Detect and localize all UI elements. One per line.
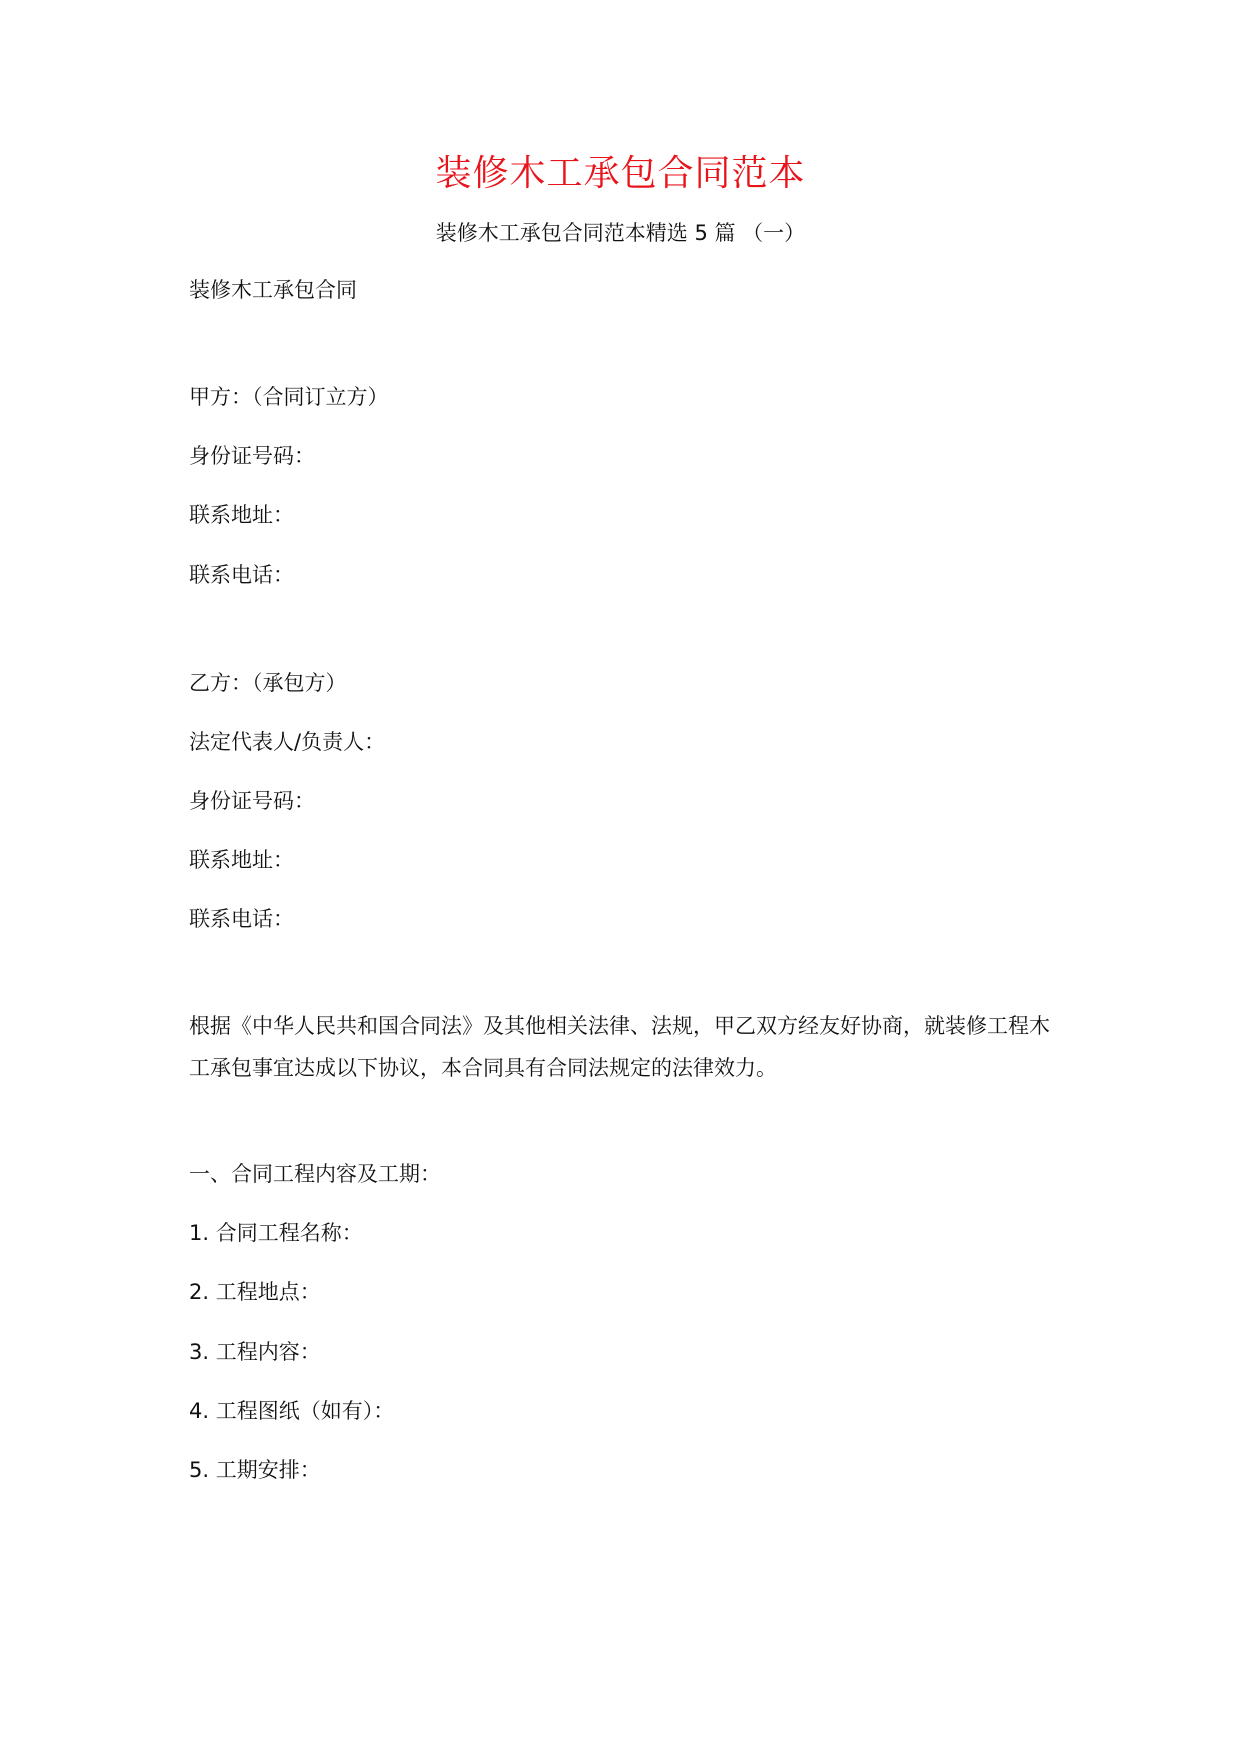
document-subtitle: 装修木工承包合同范本精选 5 篇 （一） [435,221,806,245]
contract-heading: 装修木工承包合同 [189,278,357,302]
section-1-item: 4. 工程图纸（如有）： [189,1399,395,1423]
document-title: 装修木工承包合同范本 [435,153,806,194]
party-b-phone: 联系电话： [189,907,294,931]
section-1-heading: 一、合同工程内容及工期： [189,1162,441,1186]
party-a-label: 甲方：（合同订立方） [189,385,389,409]
party-a-phone: 联系电话： [189,563,294,587]
party-b-representative: 法定代表人/负责人： [189,730,386,754]
party-b-label: 乙方：（承包方） [189,671,347,695]
party-b-id-number: 身份证号码： [189,789,315,813]
section-1-item: 2. 工程地点： [189,1280,321,1304]
party-a-address: 联系地址： [189,503,294,527]
preamble-paragraph: 根据《中华人民共和国合同法》及其他相关法律、法规，甲乙双方经友好协商，就装修工程木工承包事宜达成以下协议，本合同具有合同法规定的法律效力。 [189,1014,1050,1080]
section-1-item: 1. 合同工程名称： [189,1221,363,1245]
party-a-id-number: 身份证号码： [189,444,315,468]
section-1-item: 5. 工期安排： [189,1458,321,1482]
section-1-item: 3. 工程内容： [189,1340,321,1364]
party-b-address: 联系地址： [189,848,294,872]
